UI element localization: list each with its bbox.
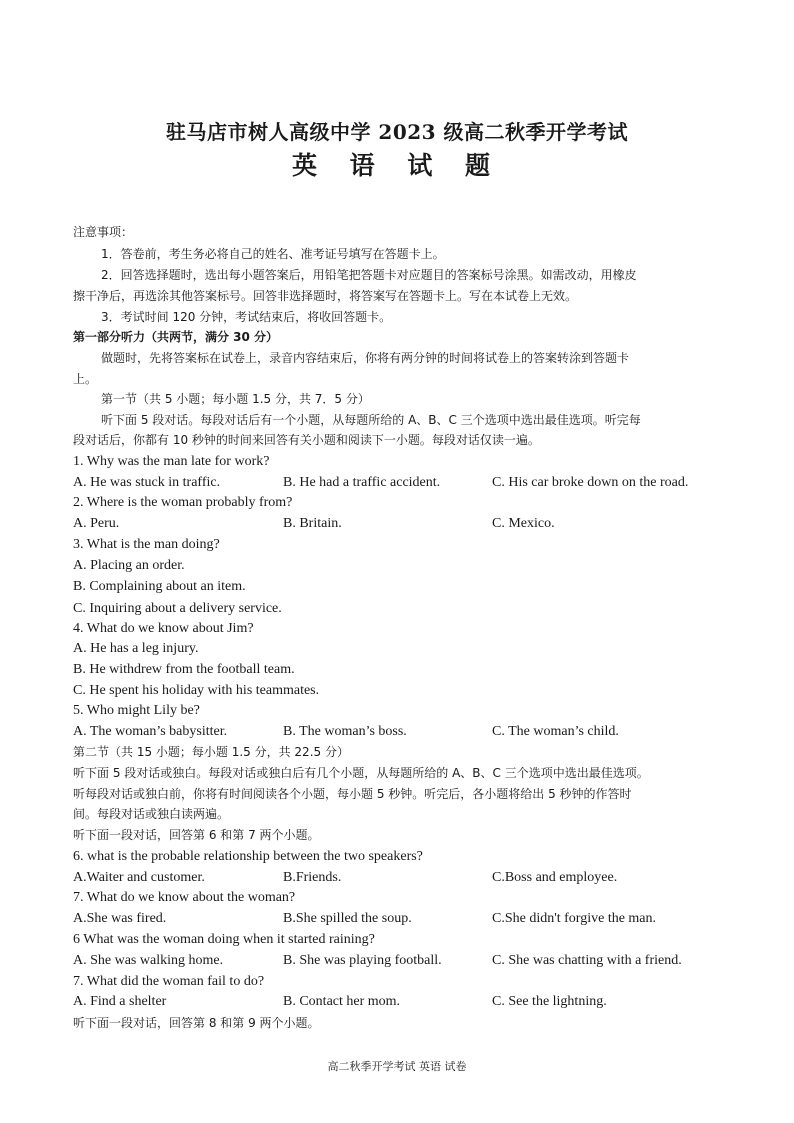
question-7-option-c: C.She didn't forgive the man.	[492, 911, 657, 926]
question-4-option-c: C. He spent his holiday with his teammates.	[73, 683, 320, 698]
question-1-option-a: A. He was stuck in traffic.	[73, 475, 221, 490]
question-7b-option-b: B. Contact her mom.	[283, 994, 401, 1009]
question-5-option-b: B. The woman’s boss.	[283, 724, 407, 739]
question-2-option-b: B. Britain.	[283, 516, 342, 531]
page-footer: 高二秋季开学考试 英语 试卷	[327, 1060, 467, 1073]
section2-instr-line-3: 间。每段对话或独白读两遍。	[73, 807, 230, 821]
question-6b-option-a: A. She was walking home.	[73, 953, 224, 968]
section1-heading: 第一节（共 5 小题；每小题 1.5 分，共 7．5 分）	[101, 392, 370, 406]
question-2-stem: 2. Where is the woman probably from?	[73, 495, 293, 510]
part1-heading: 第一部分听力（共两节，满分 30 分）	[73, 330, 279, 344]
question-3-option-b: B. Complaining about an item.	[73, 579, 246, 594]
question-6-option-a: A.Waiter and customer.	[73, 870, 205, 885]
exam-subtitle: 英 语 试 题	[291, 151, 503, 180]
notice-item-3: 3．考试时间 120 分钟，考试结束后，将收回答题卡。	[101, 310, 392, 324]
question-6-option-b: B.Friends.	[283, 870, 342, 885]
section2-heading: 第二节（共 15 小题；每小题 1.5 分，共 22.5 分）	[73, 745, 349, 759]
question-7-option-b: B.She spilled the soup.	[283, 911, 412, 926]
question-4-option-b: B. He withdrew from the football team.	[73, 662, 295, 677]
question-3-option-a: A. Placing an order.	[73, 558, 185, 573]
question-5-option-a: A. The woman’s babysitter.	[73, 724, 228, 739]
question-6-option-c: C.Boss and employee.	[492, 870, 618, 885]
section2-instr-line-2: 听每段对话或独白前，你将有时间阅读各个小题，每小题 5 秒钟。听完后，各小题将给出 5 秒钟的作答时	[73, 787, 632, 801]
dialog-intro-6-7: 听下面一段对话，回答第 6 和第 7 两个小题。	[73, 828, 320, 842]
section1-instr-line-1: 听下面 5 段对话。每段对话后有一个小题，从每题所给的 A、B、C 三个选项中选出最佳选项。听完每	[101, 413, 641, 427]
notice-heading: 注意事项：	[73, 225, 134, 239]
question-6-stem: 6. what is the probable relationship between the two speakers?	[73, 849, 423, 864]
notice-item-1: 1．答卷前，考生务必将自己的姓名、准考证号填写在答题卡上。	[101, 247, 445, 261]
question-6b-option-b: B. She was playing football.	[283, 953, 442, 968]
exam-title: 驻马店市树人高级中学 2023 级高二秋季开学考试	[165, 120, 629, 144]
part1-intro-line-1: 做题时，先将答案标在试卷上，录音内容结束后，你将有两分钟的时间将试卷上的答案转涂到答题卡	[101, 351, 630, 365]
question-5-stem: 5. Who might Lily be?	[73, 703, 200, 718]
question-2-option-a: A. Peru.	[73, 516, 120, 531]
dialog-intro-8-9: 听下面一段对话，回答第 8 和第 9 两个小题。	[73, 1016, 320, 1030]
question-4-stem: 4. What do we know about Jim?	[73, 621, 254, 636]
question-1-option-c: C. His car broke down on the road.	[492, 475, 689, 490]
question-6b-option-c: C. She was chatting with a friend.	[492, 953, 682, 968]
question-1-stem: 1. Why was the man late for work?	[73, 454, 270, 469]
question-2-option-c: C. Mexico.	[492, 516, 555, 531]
question-3-option-c: C. Inquiring about a delivery service.	[73, 601, 282, 616]
notice-item-2-line-2: 擦干净后，再选涂其他答案标号。回答非选择题时，将答案写在答题卡上。写在本试卷上无效。	[73, 289, 578, 303]
question-5-option-c: C. The woman’s child.	[492, 724, 619, 739]
question-7b-option-a: A. Find a shelter	[73, 994, 167, 1009]
question-3-stem: 3. What is the man doing?	[73, 537, 220, 552]
section1-instr-line-2: 段对话后，你都有 10 秒钟的时间来回答有关小题和阅读下一小题。每段对话仅读一遍。	[73, 433, 540, 447]
question-1-option-b: B. He had a traffic accident.	[283, 475, 441, 490]
question-7-option-a: A.She was fired.	[73, 911, 167, 926]
part1-intro-line-2: 上。	[73, 372, 98, 386]
question-7b-stem: 7. What did the woman fail to do?	[73, 974, 265, 989]
question-6b-stem: 6 What was the woman doing when it started raining?	[73, 932, 375, 947]
question-7-stem: 7. What do we know about the woman?	[73, 890, 296, 905]
question-7b-option-c: C. See the lightning.	[492, 994, 607, 1009]
question-4-option-a: A. He has a leg injury.	[73, 641, 199, 656]
notice-item-2-line-1: 2．回答选择题时，选出每小题答案后，用铅笔把答题卡对应题目的答案标号涂黑。如需改动，用橡皮	[101, 268, 637, 282]
section2-instr-line-1: 听下面 5 段对话或独白。每段对话或独白后有几个小题，从每题所给的 A、B、C 三个选项中选出最佳选项。	[73, 766, 649, 780]
